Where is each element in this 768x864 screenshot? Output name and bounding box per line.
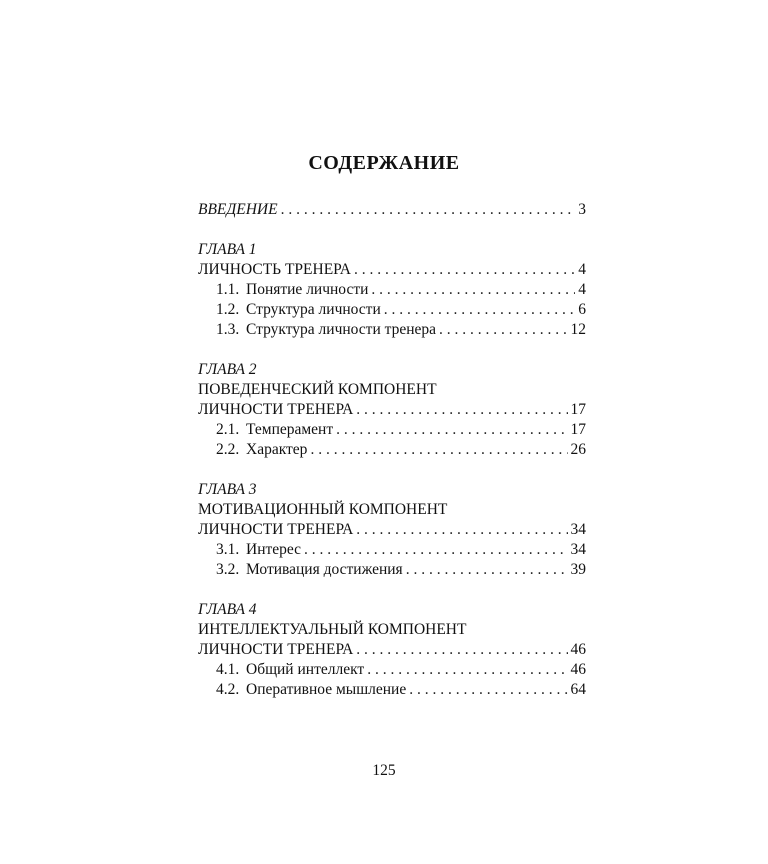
section-title-text: Общий интеллект [246, 661, 365, 678]
toc-chapters [198, 220, 586, 700]
chapter-title [198, 400, 586, 420]
toc-chapter [198, 340, 586, 460]
section-title-text: Понятие личности [246, 281, 369, 298]
section-title-text: Оперативное мышление [246, 681, 407, 698]
leader-dots [356, 640, 567, 660]
section-number: 2.2. [216, 441, 240, 458]
toc-section [198, 320, 586, 340]
section-number: 1.1. [216, 281, 240, 298]
section-title [216, 320, 436, 340]
toc-chapter [198, 460, 586, 580]
section-number: 4.2. [216, 681, 240, 698]
leader-dots [384, 300, 576, 320]
section-title [216, 280, 368, 300]
section-title-text: Характер [246, 441, 308, 458]
toc-entry-page: 3 [578, 201, 586, 218]
toc-chapter [198, 580, 586, 700]
chapter-page: 34 [570, 521, 586, 538]
chapter-title-text: ЛИЧНОСТЬ ТРЕНЕРА [198, 261, 351, 278]
chapter-label: ГЛАВА 2 [198, 361, 257, 378]
toc-section [198, 660, 586, 680]
section-page: 34 [570, 541, 586, 558]
leader-dots [356, 520, 567, 540]
toc-section [198, 540, 586, 560]
section-page: 64 [570, 681, 586, 698]
section-page: 6 [578, 301, 586, 318]
toc-section [198, 680, 586, 700]
section-title [216, 560, 403, 580]
section-number: 3.2. [216, 561, 240, 578]
leader-dots [439, 320, 567, 340]
section-title-text: Структура личности тренера [246, 321, 437, 338]
leader-dots [409, 680, 567, 700]
chapter-title [198, 520, 586, 540]
table-of-contents [198, 200, 586, 700]
spacer [198, 460, 586, 480]
section-title-text: Интерес [246, 541, 302, 558]
leader-dots [371, 280, 575, 300]
toc-section [198, 280, 586, 300]
section-page: 12 [570, 321, 586, 338]
page-number: 125 [372, 762, 396, 779]
chapter-title-line: МОТИВАЦИОННЫЙ КОМПОНЕНТ [198, 501, 448, 518]
spacer [198, 340, 586, 360]
section-number: 1.3. [216, 321, 240, 338]
chapter-title [198, 260, 586, 280]
leader-dots [310, 440, 567, 460]
section-title [216, 660, 364, 680]
section-title-text: Мотивация достижения [246, 561, 403, 578]
leader-dots [281, 200, 576, 220]
toc-section [198, 440, 586, 460]
section-number: 1.2. [216, 301, 240, 318]
toc-section [198, 560, 586, 580]
leader-dots [406, 560, 568, 580]
chapter-page: 4 [578, 261, 586, 278]
toc-section [198, 420, 586, 440]
section-page: 39 [570, 561, 586, 578]
chapter-page: 46 [570, 641, 586, 658]
leader-dots [304, 540, 567, 560]
section-title [216, 420, 333, 440]
chapter-title-line: ИНТЕЛЛЕКТУАЛЬНЫЙ КОМПОНЕНТ [198, 621, 467, 638]
section-title [216, 440, 307, 460]
spacer [198, 220, 586, 240]
leader-dots [336, 420, 567, 440]
toc-entry-title: ВВЕДЕНИЕ [198, 201, 278, 218]
chapter-title-text: ЛИЧНОСТИ ТРЕНЕРА [198, 641, 354, 658]
section-number: 4.1. [216, 661, 240, 678]
section-title-text: Структура личности [246, 301, 381, 318]
leader-dots [354, 260, 575, 280]
section-page: 4 [578, 281, 586, 298]
toc-chapter [198, 220, 586, 340]
section-page: 17 [570, 421, 586, 438]
section-page: 46 [570, 661, 586, 678]
leader-dots [356, 400, 567, 420]
page-title: СОДЕРЖАНИЕ [308, 152, 460, 174]
chapter-title [198, 640, 586, 660]
chapter-label: ГЛАВА 1 [198, 241, 257, 258]
toc-entry-intro [198, 200, 586, 220]
chapter-label: ГЛАВА 3 [198, 481, 257, 498]
section-title [216, 300, 381, 320]
chapter-title-text: ЛИЧНОСТИ ТРЕНЕРА [198, 521, 354, 538]
section-title [216, 540, 301, 560]
chapter-title-text: ЛИЧНОСТИ ТРЕНЕРА [198, 401, 354, 418]
chapter-title-line: ПОВЕДЕНЧЕСКИЙ КОМПОНЕНТ [198, 381, 437, 398]
toc-section [198, 300, 586, 320]
section-number: 3.1. [216, 541, 240, 558]
section-page: 26 [570, 441, 586, 458]
leader-dots [367, 660, 567, 680]
chapter-label: ГЛАВА 4 [198, 601, 257, 618]
spacer [198, 580, 586, 600]
section-title-text: Темперамент [246, 421, 334, 438]
chapter-page: 17 [570, 401, 586, 418]
section-number: 2.1. [216, 421, 240, 438]
section-title [216, 680, 406, 700]
